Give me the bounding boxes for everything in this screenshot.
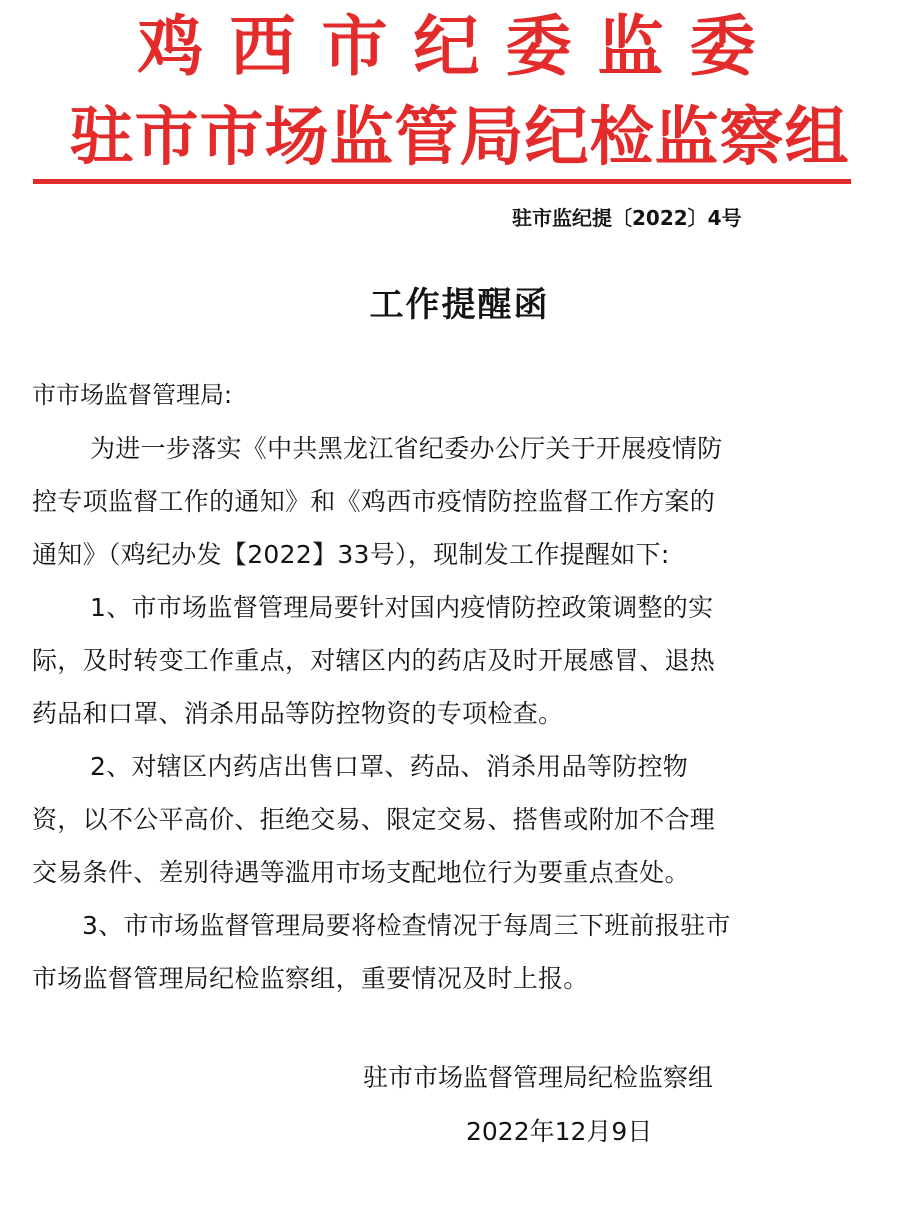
header-red-rule <box>33 179 851 184</box>
body-line: 药品和口罩、消杀用品等防控物资的专项检查。 <box>32 699 564 728</box>
document-date: 2022年12月9日 <box>466 1117 653 1146</box>
salutation: 市市场监督管理局: <box>32 381 233 409</box>
body-line: 1、市市场监督管理局要针对国内疫情防控政策调整的实 <box>90 593 714 622</box>
body-line: 资，以不公平高价、拒绝交易、限定交易、搭售或附加不合理 <box>32 805 716 834</box>
document-title: 工作提醒函 <box>369 285 550 325</box>
body-line: 市场监督管理局纪检监察组，重要情况及时上报。 <box>32 964 589 993</box>
body-line: 3、市市场监督管理局要将检查情况于每周三下班前报驻市 <box>82 911 731 940</box>
body-line: 通知》（鸡纪办发【2022】33号），现制发工作提醒如下: <box>32 540 670 569</box>
body-line: 2、对辖区内药店出售口罩、药品、消杀用品等防控物 <box>90 752 689 781</box>
body-line: 为进一步落实《中共黑龙江省纪委办公厅关于开展疫情防 <box>90 434 723 463</box>
issuing-organization-line2: 驻市市场监管局纪检监察组 <box>69 101 850 175</box>
body-line: 控专项监督工作的通知》和《鸡西市疫情防控监督工作方案的 <box>32 487 716 516</box>
document-number: 驻市监纪提〔2022〕4号 <box>512 206 742 230</box>
signature: 驻市市场监督管理局纪检监察组 <box>363 1063 714 1092</box>
issuing-organization-line1: 鸡西市纪委监委 <box>137 7 782 85</box>
body-line: 交易条件、差别待遇等滥用市场支配地位行为要重点查处。 <box>32 858 690 887</box>
body-line: 际，及时转变工作重点，对辖区内的药店及时开展感冒、退热 <box>32 646 716 675</box>
